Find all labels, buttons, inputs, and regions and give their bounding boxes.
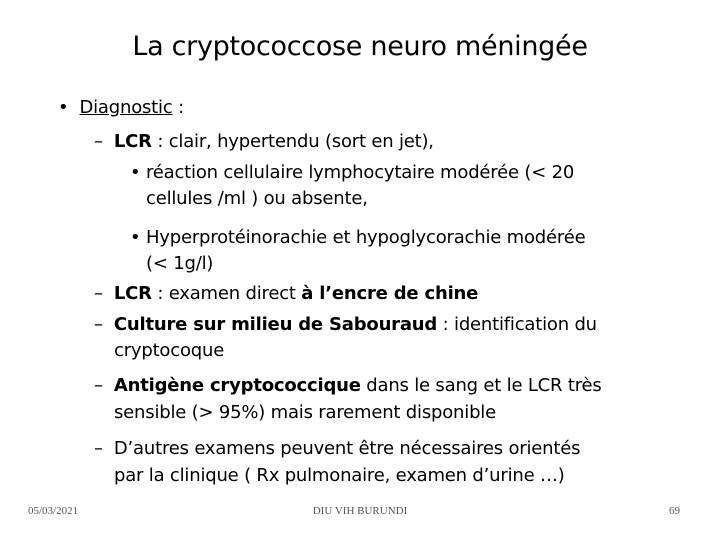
- antigen-label: Antigène cryptococcique: [113, 375, 361, 396]
- lcr-direct-exam-text: : examen direct: [151, 283, 302, 304]
- culture-text: : identification du: [437, 314, 597, 335]
- antigen-line2: sensible (> 95%) mais rarement disponible: [114, 402, 496, 423]
- footer-page-number: 69: [669, 505, 680, 517]
- diagnostic-heading-suffix: :: [172, 97, 184, 118]
- culture-label: Culture sur milieu de Sabouraud: [113, 314, 438, 335]
- bullet-icon: •: [130, 162, 141, 183]
- dash-icon: –: [94, 314, 103, 335]
- footer-center-text: DIU VIH BURUNDI: [312, 505, 408, 517]
- lcr-aspect-text: : clair, hypertendu (sort en jet),: [151, 131, 434, 152]
- footer-date: 05/03/2021: [28, 505, 79, 517]
- protein-glucose-line2: (< 1g/l): [146, 253, 214, 274]
- lcr-direct-exam-item: [94, 282, 478, 306]
- cellular-reaction-line2: cellules /ml ) ou absente,: [146, 188, 368, 209]
- protein-glucose-item: [130, 226, 585, 250]
- diagnostic-heading: Diagnostic: [79, 97, 173, 118]
- dash-icon: –: [94, 283, 103, 304]
- culture-line2: cryptocoque: [114, 340, 225, 361]
- other-exams-line1: D’autres examens peuvent être nécessaires orientés: [113, 438, 581, 459]
- antigen-item: [94, 374, 602, 398]
- dash-icon: –: [94, 375, 103, 396]
- cellular-reaction-item: [130, 161, 574, 185]
- other-exams-line2: par la clinique ( Rx pulmonaire, examen d’urine …): [114, 465, 565, 486]
- dash-icon: –: [94, 131, 103, 152]
- lcr-aspect-item: [94, 130, 434, 154]
- dash-icon: –: [94, 438, 103, 459]
- lcr-label: LCR: [113, 131, 152, 152]
- other-exams-item: [94, 437, 580, 461]
- culture-item: [94, 313, 597, 337]
- india-ink-text: à l’encre de chine: [301, 283, 479, 304]
- slide-title: La cryptococcose neuro méningée: [132, 31, 588, 62]
- antigen-text: dans le sang et le LCR très: [360, 375, 602, 396]
- bullet-icon: •: [58, 97, 69, 118]
- protein-glucose-line1: Hyperprotéinorachie et hypoglycorachie modérée: [145, 227, 586, 248]
- lcr-label: LCR: [113, 283, 152, 304]
- bullet-icon: •: [130, 227, 141, 248]
- diagnostic-bullet: [58, 96, 184, 120]
- cellular-reaction-line1: réaction cellulaire lymphocytaire modérée (< 20: [145, 162, 575, 183]
